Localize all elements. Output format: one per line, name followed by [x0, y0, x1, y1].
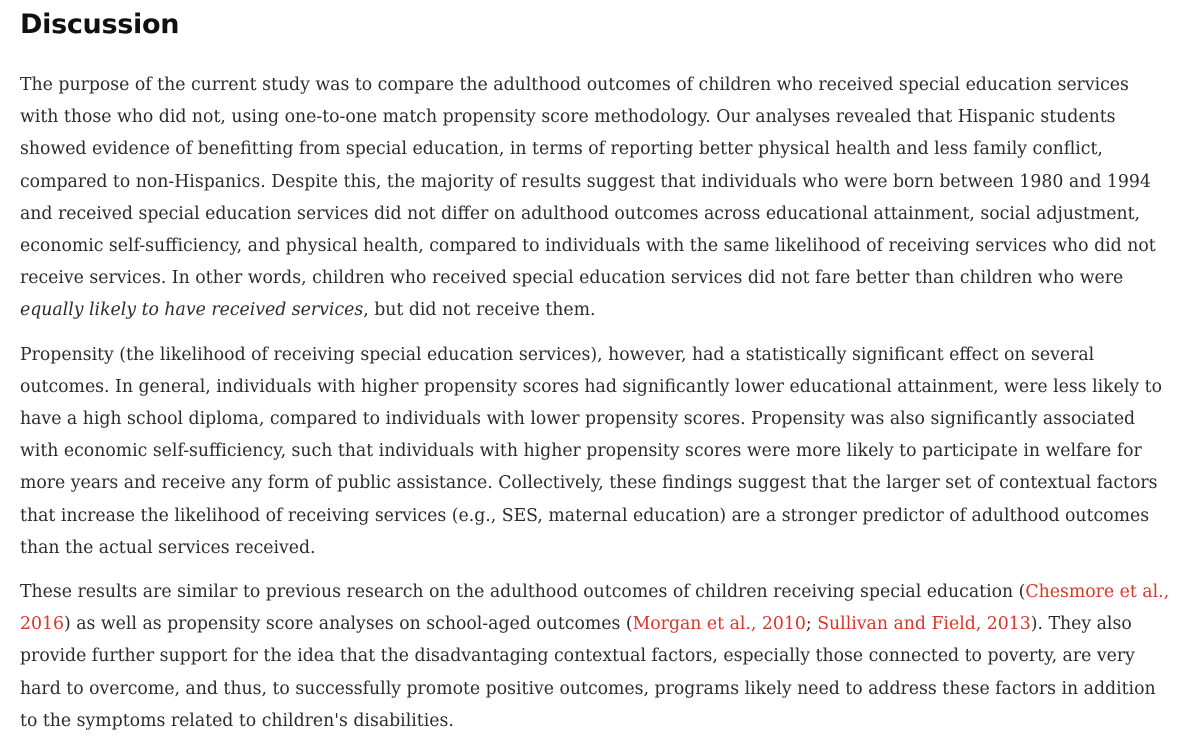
paragraph-1-text-end: , but did not receive them.	[363, 300, 596, 321]
citation-link-morgan[interactable]: Morgan et al., 2010	[632, 614, 806, 635]
paragraph-3-text: ). They also provide further support for the idea that the disadvantaging contextual factors, especially those connected to poverty, are very hard to overcome, and thus, to successfully promote positive outcomes, programs likely need to address these factors in addition to the symptoms related to children's disabilities.	[20, 614, 1156, 731]
paragraph-3-text: ) as well as propensity score analyses on school-aged outcomes (	[63, 614, 633, 635]
paragraph-3-text: ;	[805, 614, 818, 635]
paragraph-2: Propensity (the likelihood of receiving special education services), however, had a statistically significant effect on several outcomes. In general, individuals with higher propensity scores had significantly lower educational attainment, were less likely to have a high school diploma, compared to individuals with lower propensity scores. Propensity was also significantly associated with economic self-sufficiency, such that individuals with higher propensity scores were more likely to participate in welfare for more years and receive any form of public assistance. Collectively, these findings suggest that the larger set of contextual factors that increase the likelihood of receiving services (e.g., SES, maternal education) are a stronger predictor of adulthood outcomes than the actual services received.	[20, 344, 1162, 558]
paragraph-1	[20, 69, 1170, 327]
section-heading: Discussion	[20, 9, 180, 40]
paragraph-3-text: These results are similar to previous research on the adulthood outcomes of children receiving special education (	[20, 582, 1026, 603]
citation-link-sullivan[interactable]: Sullivan and Field, 2013	[817, 614, 1031, 635]
paragraph-3	[20, 576, 1170, 737]
paragraph-1-emphasis: equally likely to have received services	[20, 300, 364, 321]
article-body	[20, 0, 1170, 737]
citation-link-chesmore[interactable]: Chesmore et al., 2016	[20, 582, 1170, 635]
paragraph-1-text: The purpose of the current study was to compare the adulthood outcomes of children who received special education services with those who did not, using one-to-one match propensity score methodology. Our analyses revealed that Hispanic students showed evidence of benefitting from special education, in terms of reporting better physical health and less family conflict, compared to non-Hispanics. Despite this, the majority of results suggest that individuals who were born between 1980 and 1994 and received special education services did not differ on adulthood outcomes across educational attainment, social adjustment, economic self-sufficiency, and physical health, compared to individuals with the same likelihood of receiving services who did not receive services. In other words, children who received special education services did not fare better than children who were	[20, 75, 1156, 289]
